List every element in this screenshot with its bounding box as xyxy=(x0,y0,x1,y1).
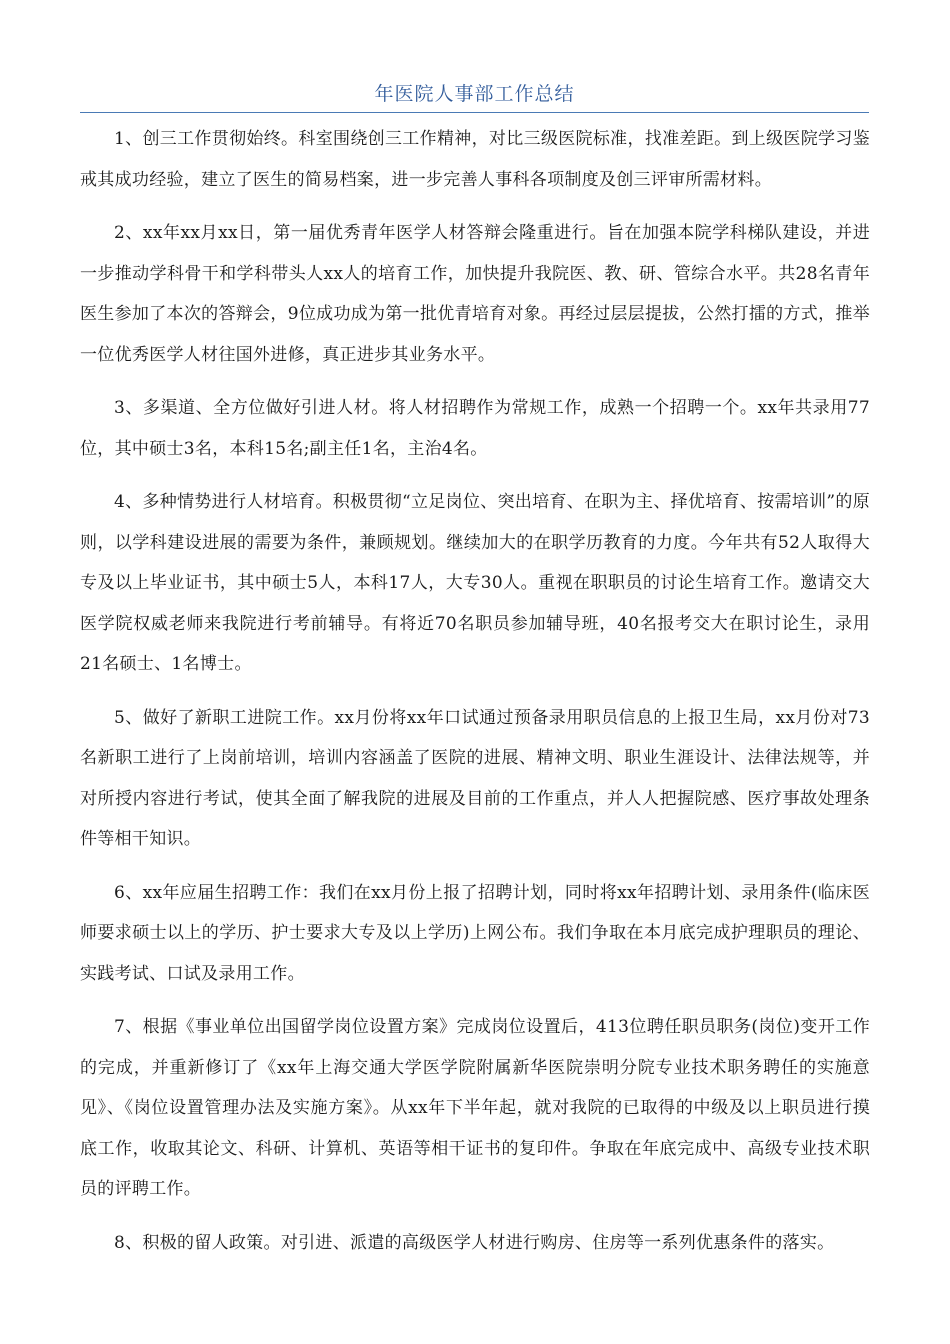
paragraph-6: 6、xx年应届生招聘工作：我们在xx月份上报了招聘计划，同时将xx年招聘计划、录用条件(临床医师要求硕士以上的学历、护士要求大专及以上学历)上网公布。我们争取在本月底完成护理职员的理论、实践考试、口试及录用工作。 xyxy=(80,882,870,984)
paragraph-7: 7、根据《事业单位出国留学岗位设置方案》完成岗位设置后，413位聘任职员职务(岗位)变开工作的完成，并重新修订了《xx年上海交通大学医学院附属新华医院崇明分院专业技术职务聘任的实施意见》、《岗位设置管理办法及实施方案》。从xx年下半年起，就对我院的已取得的中级及以上职员进行摸底工作，收取其论文、科研、计算机、英语等相干证书的复印件。争取在年底完成中、高级专业技术职员的评聘工作。 xyxy=(80,1017,870,1199)
page-title: 年医院人事部工作总结 xyxy=(374,83,575,105)
paragraph-4: 4、多种情势进行人材培育。积极贯彻“立足岗位、突出培育、在职为主、择优培育、按需培训”的原则，以学科建设进展的需要为条件，兼顾规划。继续加大的在职学历教育的力度。今年共有52人取得大专及以上毕业证书，其中硕士5人，本科17人，大专30人。重视在职职员的讨论生培育工作。邀请交大医学院权威老师来我院进行考前辅导。有将近70名职员参加辅导班，40名报考交大在职讨论生，录用21名硕士、1名博士。 xyxy=(80,492,870,674)
paragraph-3: 3、多渠道、全方位做好引进人材。将人材招聘作为常规工作，成熟一个招聘一个。xx年共录用77位，其中硕士3名，本科15名;副主任1名，主治4名。 xyxy=(80,398,870,459)
document-header xyxy=(80,80,869,113)
paragraph-1: 1、创三工作贯彻始终。科室围绕创三工作精神，对比三级医院标准，找准差距。到上级医院学习鉴戒其成功经验，建立了医生的简易档案，进一步完善人事科各项制度及创三评审所需材料。 xyxy=(80,129,870,190)
document-body xyxy=(80,119,870,1276)
paragraph-8: 8、积极的留人政策。对引进、派遣的高级医学人材进行购房、住房等一系列优惠条件的落实。 xyxy=(114,1232,835,1253)
paragraph-5: 5、做好了新职工进院工作。xx月份将xx年口试通过预备录用职员信息的上报卫生局，xx月份对73名新职工进行了上岗前培训，培训内容涵盖了医院的进展、精神文明、职业生涯设计、法律法规等，并对所授内容进行考试，使其全面了解我院的进展及目前的工作重点，并人人把握院感、医疗事故处理条件等相干知识。 xyxy=(80,707,870,849)
paragraph-2: 2、xx年xx月xx日，第一届优秀青年医学人材答辩会隆重进行。旨在加强本院学科梯队建设，并进一步推动学科骨干和学科带头人xx人的培育工作，加快提升我院医、教、研、管综合水平。共28名青年医生参加了本次的答辩会，9位成功成为第一批优青培育对象。再经过层层提拔，公然打擂的方式，推举一位优秀医学人材往国外进修，真正进步其业务水平。 xyxy=(80,223,870,365)
